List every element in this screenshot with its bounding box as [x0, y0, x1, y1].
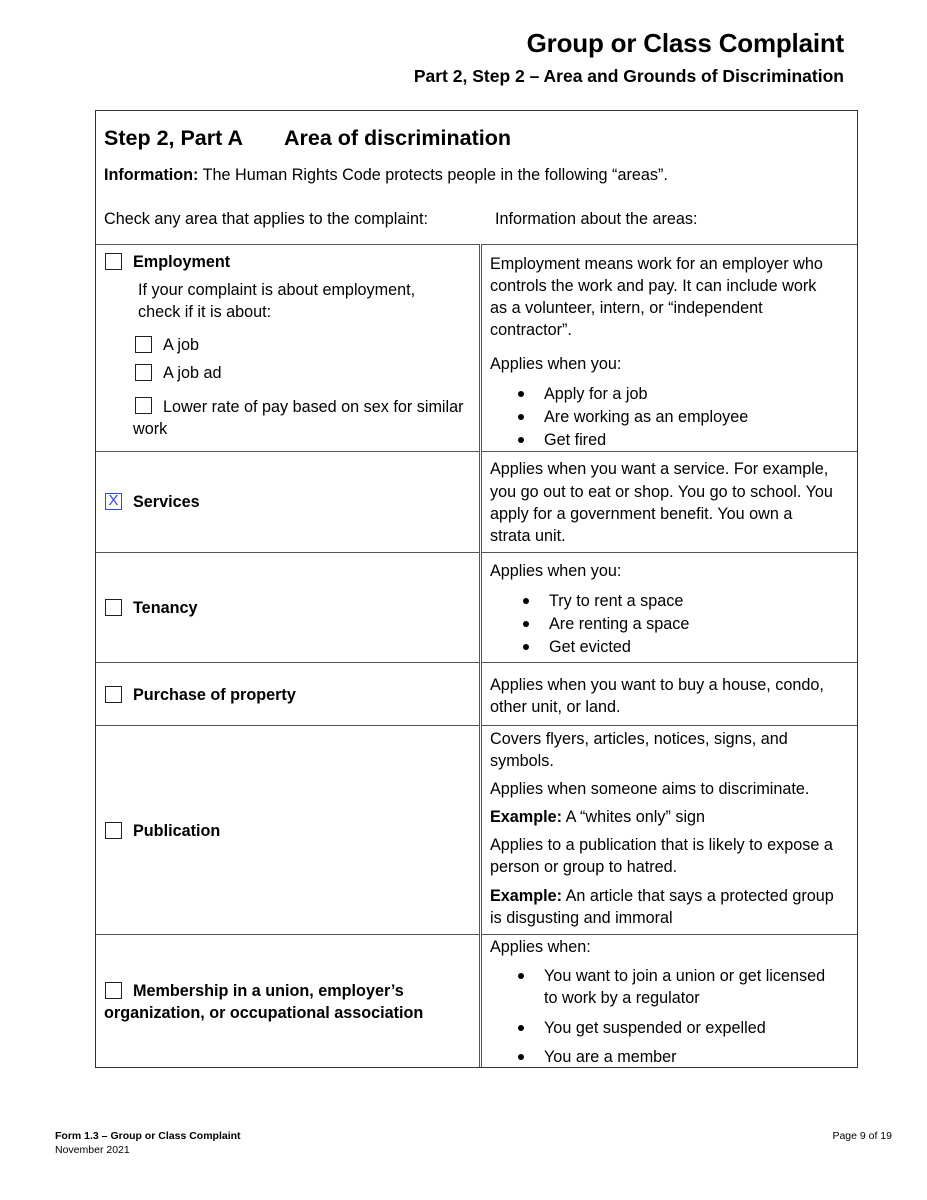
employment-info: Employment means work for an employer who [490, 255, 823, 273]
a-job-checkbox[interactable] [135, 336, 152, 353]
employment-bullet: Are working as an employee [544, 408, 749, 426]
column-divider [479, 244, 482, 1067]
publication-example-2-cont: is disgusting and immoral [490, 909, 673, 927]
publication-aims: Applies when someone aims to discriminate. [490, 780, 810, 798]
services-info: you go out to eat or shop. You go to school. You [490, 483, 833, 501]
document-subtitle: Part 2, Step 2 – Area and Grounds of Discrimination [413, 66, 844, 86]
right-instruction: Information about the areas: [495, 210, 698, 228]
checkbox-mark-icon: X [108, 492, 119, 509]
employment-info: as a volunteer, intern, or “independent [490, 299, 763, 317]
property-info: other unit, or land. [490, 698, 621, 716]
tenancy-label: Tenancy [133, 599, 198, 617]
property-info: Applies when you want to buy a house, condo, [490, 676, 824, 694]
bullet-icon [518, 414, 524, 420]
example-label: Example: [490, 808, 562, 826]
example-label: Example: [490, 887, 562, 905]
employment-checkbox[interactable] [105, 253, 122, 270]
employment-info: controls the work and pay. It can include work [490, 277, 817, 295]
row-divider [96, 244, 857, 245]
tenancy-checkbox[interactable] [105, 599, 122, 616]
employment-label: Employment [133, 253, 231, 271]
publication-label: Publication [133, 822, 221, 840]
publication-hatred: person or group to hatred. [490, 858, 678, 876]
employment-bullet: Get fired [544, 431, 607, 449]
employment-sub-intro: If your complaint is about employment, [138, 281, 416, 299]
publication-example-2 [490, 885, 834, 907]
services-info: Applies when you want a service. For example, [490, 460, 829, 478]
services-checkbox[interactable] [105, 493, 122, 510]
bullet-icon [518, 1025, 524, 1031]
a-job-ad-checkbox[interactable] [135, 364, 152, 381]
lower-pay-label: Lower rate of pay based on sex for similar [163, 398, 464, 416]
membership-bullet: You are a member [544, 1048, 677, 1066]
employment-sub-intro: check if it is about: [138, 303, 272, 321]
membership-bullet: You get suspended or expelled [544, 1019, 766, 1037]
tenancy-bullet: Try to rent a space [549, 592, 684, 610]
footer-form: Form 1.3 – Group or Class Complaint [55, 1130, 241, 1142]
row-divider [96, 934, 857, 935]
footer-page: Page 9 of 19 [832, 1130, 892, 1142]
bullet-icon [518, 437, 524, 443]
a-job-label: A job [163, 336, 200, 354]
membership-checkbox[interactable] [105, 982, 122, 999]
row-divider [96, 725, 857, 726]
bullet-icon [518, 1054, 524, 1060]
a-job-ad-label: A job ad [163, 364, 222, 382]
section-label: Step 2, Part A [104, 126, 243, 150]
bullet-icon [518, 391, 524, 397]
services-info: strata unit. [490, 527, 566, 545]
example-text: An article that says a protected group [565, 887, 834, 905]
left-instruction: Check any area that applies to the complaint: [104, 210, 428, 228]
row-divider [96, 451, 857, 452]
publication-covers: Covers flyers, articles, notices, signs, and [490, 730, 788, 748]
property-checkbox[interactable] [105, 686, 122, 703]
publication-hatred: Applies to a publication that is likely to expose a [490, 836, 833, 854]
membership-applies: Applies when: [490, 938, 591, 956]
tenancy-bullet: Get evicted [549, 638, 631, 656]
employment-info: contractor”. [490, 321, 572, 339]
row-divider [96, 552, 857, 553]
bullet-icon [523, 621, 529, 627]
bullet-icon [523, 644, 529, 650]
bullet-icon [518, 973, 524, 979]
bullet-icon [523, 598, 529, 604]
document-title: Group or Class Complaint [526, 28, 844, 58]
publication-covers: symbols. [490, 752, 554, 770]
publication-example-1 [490, 806, 705, 828]
membership-bullet: You want to join a union or get licensed [544, 967, 826, 985]
employment-applies: Applies when you: [490, 355, 622, 373]
tenancy-bullet: Are renting a space [549, 615, 690, 633]
publication-checkbox[interactable] [105, 822, 122, 839]
tenancy-applies: Applies when you: [490, 562, 622, 580]
lower-pay-checkbox[interactable] [135, 397, 152, 414]
services-label: Services [133, 493, 200, 511]
membership-label-cont: organization, or occupational association [104, 1004, 424, 1022]
membership-label: Membership in a union, employer’s [133, 982, 404, 1000]
example-text: A “whites only” sign [565, 808, 706, 826]
information-label: Information: [104, 166, 199, 184]
footer-date: November 2021 [55, 1144, 130, 1156]
information-body: The Human Rights Code protects people in the following “areas”. [202, 166, 668, 184]
membership-bullet-cont: to work by a regulator [544, 989, 700, 1007]
row-divider [96, 662, 857, 663]
information-text [104, 164, 668, 186]
property-label: Purchase of property [133, 686, 296, 704]
services-info: apply for a government benefit. You own a [490, 505, 793, 523]
lower-pay-label-cont: work [133, 420, 168, 438]
section-title: Area of discrimination [284, 126, 511, 150]
employment-bullet: Apply for a job [544, 385, 648, 403]
